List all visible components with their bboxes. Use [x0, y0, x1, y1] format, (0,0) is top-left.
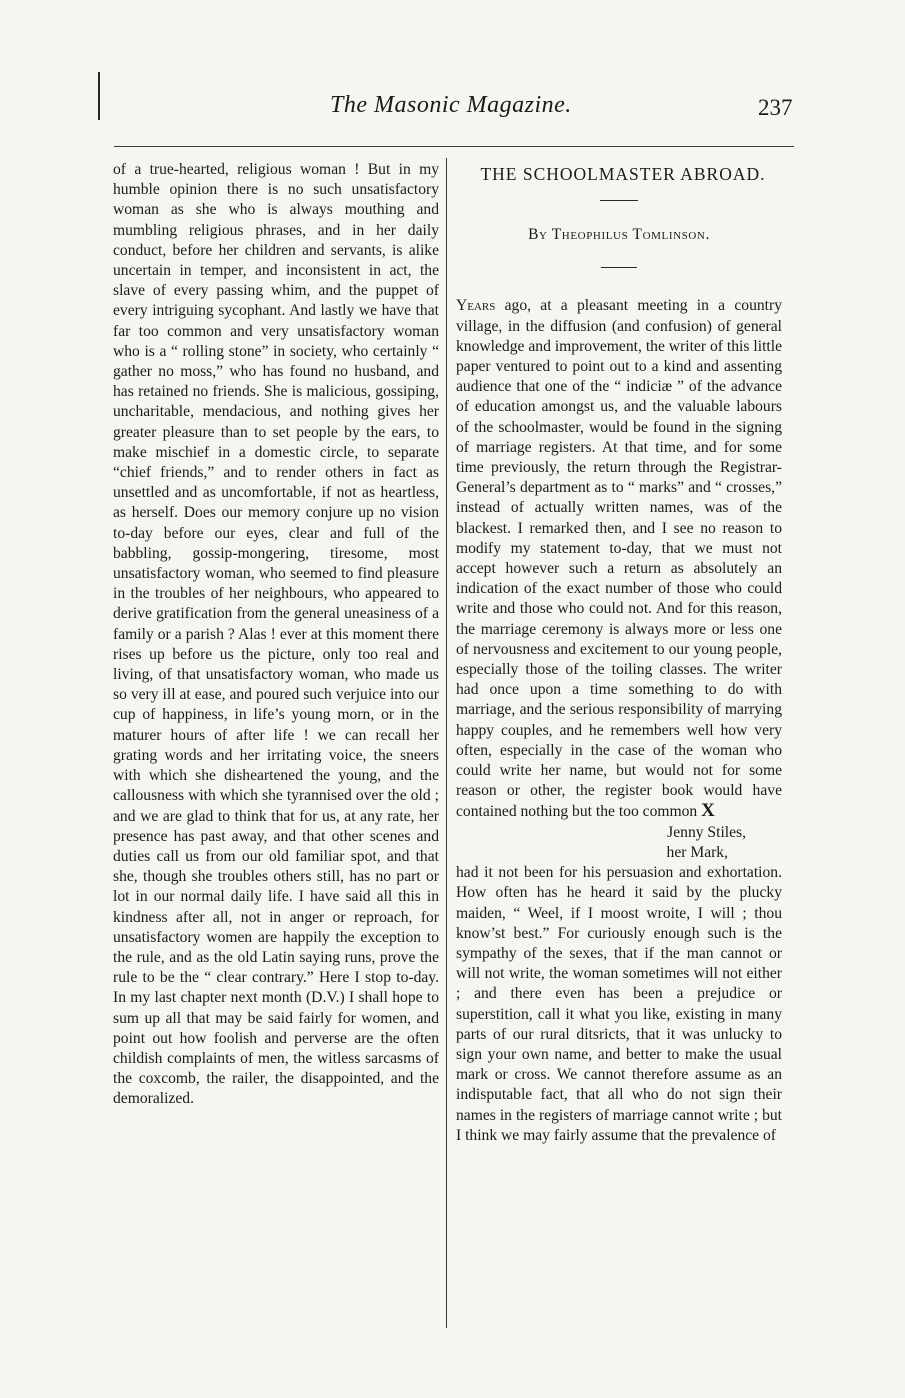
- article-title: THE SCHOOLMASTER ABROAD.: [480, 164, 766, 184]
- mark-cross: X: [701, 800, 715, 822]
- article-byline: By Theophilus Tomlinson.: [528, 226, 710, 244]
- page-number: 237: [758, 95, 793, 120]
- signature-name: Jenny Stiles,: [667, 823, 746, 841]
- page-edge-mark: [98, 72, 100, 120]
- article-paragraph-2: had it not been for his persuasion and exhortation. How often has he heard it said by the plucky maiden, “ Weel, if I moost wroite, I will ; thou know’st best.” For curiously enough such is the sympathy of the sexes, that if the man cannot or will not write, the woman sometimes will not either ; and there even has been a prejudice or superstition, call it what you like, existing in many parts of our rural ditsricts, that it was unlucky to sign your own name, and better to make the usual mark or cross. We cannot therefore assume as an indisputable fact, that all who do not sign their names in the registers of marriage cannot write ; but I think we may fairly assume that the prevalence of: [456, 864, 782, 1144]
- drop-word: Years: [456, 297, 496, 315]
- title-rule: [600, 200, 638, 201]
- column-divider: [446, 158, 447, 1328]
- paragraph-1-text: ago, at a pleasant meeting in a country village, in the diffusion (and confusion) of general knowledge and improvement, the writer of this little paper ventured to point out to a kind and assenting audience that one of the “ indiciæ ” of the advance of education amongst us, and the valuable labours of the schoolmaster, would be found in the signing of marriage registers. At that time, and for some time previously, the return through the Registrar-General’s department as to “ marks” and “ crosses,” instead of actually written names, was of the blackest. I remarked then, and I see no reason to modify my statement to-day, that we must not accept however such a return as absolutely an indication of the exact number of those who could write and those who could not. And for this reason, the marriage ceremony is always more or less one of nervousness and excitement to our young people, especially those of the toiling classes. The writer had once upon a time something to do with marriage, and the serious responsibility of marrying happy couples, and he remembers well how very often, especially in the case of the woman who could write her name, but would not for some reason or other, the register book would have contained nothing but the too common: [456, 297, 782, 821]
- left-column-text: of a true-hearted, religious woman ! But in my humble opinion there is no such unsatisfactory woman as she who is always mouthing and mumbling religious phrases, and in her daily conduct, before her children and servants, is alike uncertain in temper, and inconsistent in act, the slave of every passing whim, and the puppet of every intriguing sycophant. And lastly we have that far too common and very unsatisfactory woman who is a “ rolling stone” in society, who certainly “ gather no moss,” who has found no husband, and has retained no friends. She is malicious, gossiping, uncharitable, mendacious, and nothing gives her greater pleasure than to set people by the ears, to make mischief in a domestic circle, to separate “chief friends,” and to render others in fact as unsettled and as uncomfortable, if not as heartless, as herself. Does our memory conjure up no vision to-day before our eyes, clear and full of the babbling, gossip-mongering, tiresome, most unsatisfactory woman, who seemed to find pleasure in the troubles of her neighbours, who appeared to derive gratification from the general uneasiness of a family or a parish ? Alas ! ever at this moment there rises up before us the picture, only too real and living, of that unsatisfactory woman, who made us so very ill at ease, and poured such verjuice into our cup of happiness, in life’s young morn, or in the maturer hours of after life ! we can recall her grating words and her irritating voice, the sneers with which she disheartened the young, and the callousness with which she tyrannised over the old ; and we are glad to think that for us, at any rate, her presence has past away, and that other scenes and duties call us from our old familiar spot, and that she, though she troubles others still, has no part or lot in our normal daily life. I have said all this in kindness after all, not in anger or reproach, for unsatisfactory women are happily the exception to the rule, and as the old Latin saying runs, prove the rule to be the “ clear contrary.” Here I stop to-day. In my last chapter next month (D.V.) I shall hope to sum up all that may be said fairly for women, and point out how foolish and perverse are the often childish complaints of men, the witless sarcasms of the coxcomb, the railer, the disappointed, and the demoralized.: [113, 161, 439, 1108]
- running-head-title: The Masonic Magazine.: [330, 92, 572, 118]
- article-paragraph-1: [456, 296, 782, 822]
- header-rule: [114, 146, 794, 147]
- left-column: [113, 160, 439, 1110]
- signature-mark: her Mark,: [666, 843, 728, 861]
- byline-rule: [601, 267, 637, 268]
- right-column: [456, 160, 782, 1146]
